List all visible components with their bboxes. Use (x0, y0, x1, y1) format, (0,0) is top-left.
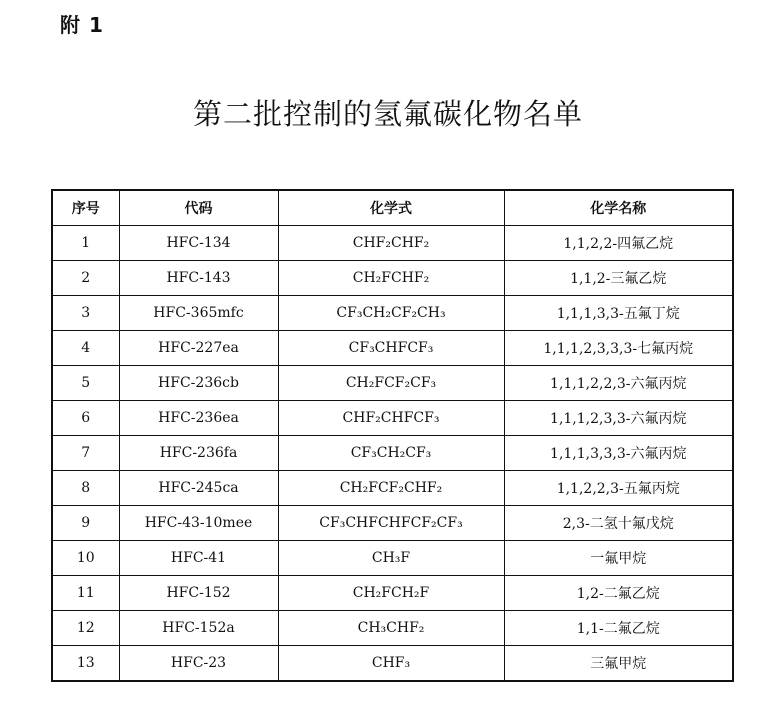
chemical-name-cell: 1,2-二氟乙烷 (504, 576, 733, 611)
formula-cell: CF₃CH₂CF₃ (278, 436, 504, 471)
serial-cell: 11 (52, 576, 119, 611)
table-row (52, 226, 733, 261)
serial-cell: 6 (52, 401, 119, 436)
serial-cell: 10 (52, 541, 119, 576)
chemical-name-cell: 1,1,1,3,3-五氟丁烷 (504, 296, 733, 331)
chemical-name-cell: 1,1,1,2,3,3-六氟丙烷 (504, 401, 733, 436)
table-row (52, 331, 733, 366)
code-cell: HFC-134 (119, 226, 278, 261)
code-cell: HFC-152a (119, 611, 278, 646)
chemical-name-cell: 1,1,1,3,3,3-六氟丙烷 (504, 436, 733, 471)
serial-cell: 3 (52, 296, 119, 331)
table-header-row (52, 190, 733, 226)
chemical-name-cell: 2,3-二氢十氟戊烷 (504, 506, 733, 541)
chemical-name-cell: 1,1-二氟乙烷 (504, 611, 733, 646)
table-row (52, 401, 733, 436)
table-row (52, 506, 733, 541)
chemical-name-cell: 三氟甲烷 (504, 646, 733, 682)
serial-cell: 4 (52, 331, 119, 366)
formula-cell: CH₃CHF₂ (278, 611, 504, 646)
formula-cell: CHF₃ (278, 646, 504, 682)
column-header-chemical-name: 化学名称 (504, 190, 733, 226)
formula-cell: CH₂FCF₂CHF₂ (278, 471, 504, 506)
code-cell: HFC-236ea (119, 401, 278, 436)
chemical-name-cell: 1,1,2-三氟乙烷 (504, 261, 733, 296)
formula-cell: CHF₂CHF₂ (278, 226, 504, 261)
code-cell: HFC-236cb (119, 366, 278, 401)
code-cell: HFC-245ca (119, 471, 278, 506)
table-row (52, 611, 733, 646)
formula-cell: CF₃CHFCHFCF₂CF₃ (278, 506, 504, 541)
code-cell: HFC-365mfc (119, 296, 278, 331)
formula-cell: CH₃F (278, 541, 504, 576)
serial-cell: 9 (52, 506, 119, 541)
hfc-list-table (51, 189, 734, 682)
code-cell: HFC-236fa (119, 436, 278, 471)
chemical-name-cell: 1,1,2,2-四氟乙烷 (504, 226, 733, 261)
formula-cell: CF₃CH₂CF₂CH₃ (278, 296, 504, 331)
formula-cell: CF₃CHFCF₃ (278, 331, 504, 366)
table-row (52, 646, 733, 682)
table-row (52, 436, 733, 471)
chemical-name-cell: 1,1,1,2,3,3,3-七氟丙烷 (504, 331, 733, 366)
serial-cell: 1 (52, 226, 119, 261)
formula-cell: CH₂FCF₂CF₃ (278, 366, 504, 401)
serial-cell: 7 (52, 436, 119, 471)
table-row (52, 261, 733, 296)
attachment-label: 附 1 (60, 13, 104, 37)
table-row (52, 541, 733, 576)
code-cell: HFC-41 (119, 541, 278, 576)
column-header-code: 代码 (119, 190, 278, 226)
serial-cell: 2 (52, 261, 119, 296)
serial-cell: 5 (52, 366, 119, 401)
formula-cell: CH₂FCH₂F (278, 576, 504, 611)
code-cell: HFC-227ea (119, 331, 278, 366)
chemical-name-cell: 1,1,1,2,2,3-六氟丙烷 (504, 366, 733, 401)
serial-cell: 12 (52, 611, 119, 646)
serial-cell: 8 (52, 471, 119, 506)
code-cell: HFC-23 (119, 646, 278, 682)
table-row (52, 471, 733, 506)
table-row (52, 576, 733, 611)
column-header-serial: 序号 (52, 190, 119, 226)
table-row (52, 366, 733, 401)
code-cell: HFC-143 (119, 261, 278, 296)
code-cell: HFC-152 (119, 576, 278, 611)
formula-cell: CH₂FCHF₂ (278, 261, 504, 296)
code-cell: HFC-43-10mee (119, 506, 278, 541)
serial-cell: 13 (52, 646, 119, 682)
formula-cell: CHF₂CHFCF₃ (278, 401, 504, 436)
table-row (52, 296, 733, 331)
chemical-name-cell: 一氟甲烷 (504, 541, 733, 576)
chemical-name-cell: 1,1,2,2,3-五氟丙烷 (504, 471, 733, 506)
column-header-formula: 化学式 (278, 190, 504, 226)
document-title: 第二批控制的氢氟碳化物名单 (192, 97, 583, 131)
